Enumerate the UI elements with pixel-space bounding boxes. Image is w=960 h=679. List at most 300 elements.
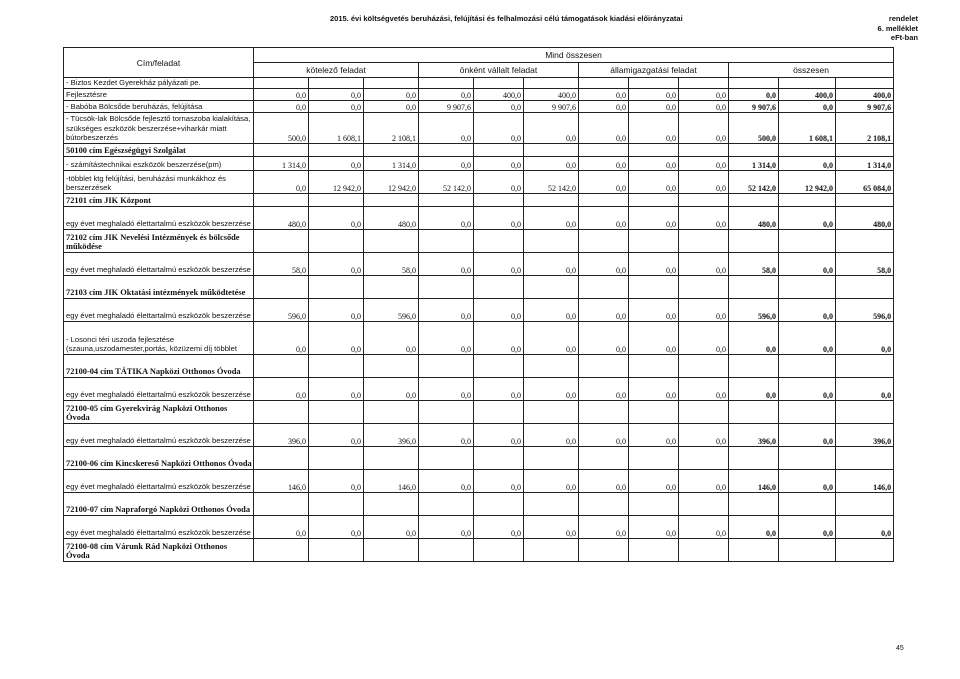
value-cell: 0,0 (364, 322, 419, 355)
row-label: egy évet meghaladó élettartalmú eszközök beszerzése (64, 299, 254, 322)
header-osszesen: összesen (729, 63, 894, 78)
value-cell: 480,0 (254, 207, 309, 230)
value-cell (364, 401, 419, 424)
row-label: -többlet ktg felújítási, beruházási munkákhoz és berszerzések (64, 171, 254, 194)
value-cell: 0,0 (309, 470, 364, 493)
value-cell: 0,0 (524, 322, 579, 355)
value-cell (419, 78, 474, 89)
value-cell: 596,0 (364, 299, 419, 322)
value-cell: 0,0 (524, 253, 579, 276)
value-cell: 0,0 (474, 322, 524, 355)
value-cell: 0,0 (629, 253, 679, 276)
value-cell: 0,0 (309, 322, 364, 355)
value-cell: 0,0 (729, 378, 779, 401)
value-cell: 0,0 (779, 424, 836, 447)
header-kotelezo: kötelező feladat (254, 63, 419, 78)
value-cell (419, 539, 474, 562)
value-cell (836, 230, 894, 253)
section-title: 72100-06 cím Kincskereső Napközi Otthonos Óvoda (64, 447, 254, 470)
value-cell: 0,0 (779, 322, 836, 355)
table-row (64, 299, 894, 322)
value-cell (254, 355, 309, 378)
value-cell: 500,0 (729, 113, 779, 144)
value-cell: 0,0 (679, 299, 729, 322)
value-cell (679, 447, 729, 470)
value-cell (524, 539, 579, 562)
value-cell: 0,0 (779, 378, 836, 401)
value-cell (729, 355, 779, 378)
value-cell: 0,0 (679, 378, 729, 401)
value-cell (474, 447, 524, 470)
row-label: egy évet meghaladó élettartalmú eszközök beszerzése (64, 253, 254, 276)
value-cell: 396,0 (729, 424, 779, 447)
value-cell: 0,0 (579, 89, 629, 101)
value-cell (419, 493, 474, 516)
value-cell (364, 194, 419, 207)
value-cell (629, 276, 679, 299)
table-row (64, 230, 894, 253)
value-cell (474, 276, 524, 299)
value-cell: 52 142,0 (524, 171, 579, 194)
value-cell (524, 493, 579, 516)
value-cell (364, 355, 419, 378)
value-cell: 0,0 (524, 299, 579, 322)
value-cell: 0,0 (524, 157, 579, 171)
section-title: 72100-07 cím Napraforgó Napközi Otthonos Óvoda (64, 493, 254, 516)
value-cell (524, 447, 579, 470)
row-label: egy évet meghaladó élettartalmú eszközök beszerzése (64, 516, 254, 539)
value-cell: 596,0 (729, 299, 779, 322)
value-cell (729, 276, 779, 299)
document-reference (878, 14, 918, 43)
value-cell (309, 276, 364, 299)
value-cell (254, 447, 309, 470)
budget-table (63, 47, 894, 562)
value-cell: 0,0 (474, 470, 524, 493)
value-cell: 0,0 (629, 207, 679, 230)
value-cell (579, 276, 629, 299)
value-cell: 0,0 (309, 89, 364, 101)
value-cell (579, 539, 629, 562)
value-cell: 0,0 (254, 378, 309, 401)
value-cell: 0,0 (629, 424, 679, 447)
value-cell: 0,0 (419, 516, 474, 539)
value-cell (364, 447, 419, 470)
table-row (64, 78, 894, 89)
value-cell: 0,0 (629, 157, 679, 171)
value-cell (779, 355, 836, 378)
table-row (64, 171, 894, 194)
value-cell: 146,0 (254, 470, 309, 493)
section-title: 72100-08 cím Várunk Rád Napközi Otthonos Óvoda (64, 539, 254, 562)
value-cell (474, 78, 524, 89)
value-cell: 0,0 (679, 516, 729, 539)
value-cell (779, 230, 836, 253)
value-cell (579, 355, 629, 378)
value-cell (309, 144, 364, 157)
value-cell: 0,0 (729, 89, 779, 101)
row-label: egy évet meghaladó élettartalmú eszközök beszerzése (64, 470, 254, 493)
value-cell: 0,0 (779, 253, 836, 276)
value-cell (364, 276, 419, 299)
value-cell (524, 276, 579, 299)
section-title: 72101 cím JIK Központ (64, 194, 254, 207)
value-cell (629, 144, 679, 157)
value-cell: 0,0 (579, 424, 629, 447)
value-cell: 0,0 (254, 516, 309, 539)
value-cell: 0,0 (254, 101, 309, 113)
value-cell (579, 194, 629, 207)
value-cell: 0,0 (309, 253, 364, 276)
value-cell: 0,0 (779, 101, 836, 113)
value-cell: 0,0 (474, 171, 524, 194)
value-cell: 0,0 (836, 322, 894, 355)
value-cell (254, 230, 309, 253)
value-cell: 0,0 (579, 157, 629, 171)
value-cell: 1 608,1 (309, 113, 364, 144)
value-cell (524, 78, 579, 89)
value-cell: 0,0 (629, 171, 679, 194)
value-cell: 0,0 (579, 113, 629, 144)
value-cell (629, 78, 679, 89)
value-cell: 0,0 (679, 470, 729, 493)
value-cell (679, 401, 729, 424)
value-cell: 500,0 (254, 113, 309, 144)
value-cell: 0,0 (309, 424, 364, 447)
value-cell: 400,0 (779, 89, 836, 101)
value-cell: 0,0 (779, 516, 836, 539)
value-cell: 480,0 (836, 207, 894, 230)
value-cell (254, 493, 309, 516)
value-cell: 0,0 (524, 516, 579, 539)
value-cell (364, 144, 419, 157)
value-cell: 0,0 (579, 207, 629, 230)
table-row (64, 207, 894, 230)
header-cim-feladat: Cím/feladat (64, 48, 254, 78)
value-cell: 0,0 (779, 299, 836, 322)
value-cell (524, 230, 579, 253)
row-label: - Babóba Bölcsőde beruházás, felújítása (64, 101, 254, 113)
table-row (64, 401, 894, 424)
value-cell: 0,0 (364, 89, 419, 101)
value-cell: 2 108,1 (364, 113, 419, 144)
value-cell (579, 493, 629, 516)
value-cell (474, 144, 524, 157)
value-cell: 0,0 (629, 378, 679, 401)
value-cell (836, 78, 894, 89)
value-cell (729, 144, 779, 157)
value-cell (419, 276, 474, 299)
value-cell (579, 401, 629, 424)
document-title: 2015. évi költségvetés beruházási, felújítási és felhalmozási célú támogatások kiadási előirányzatai (330, 14, 683, 23)
value-cell: 0,0 (419, 322, 474, 355)
value-cell (309, 401, 364, 424)
section-title: 72100-05 cím Gyerekvirág Napközi Otthonos Óvoda (64, 401, 254, 424)
value-cell (836, 194, 894, 207)
value-cell: 9 907,6 (524, 101, 579, 113)
value-cell (579, 78, 629, 89)
table-row (64, 157, 894, 171)
table-row (64, 516, 894, 539)
value-cell: 480,0 (729, 207, 779, 230)
value-cell (419, 447, 474, 470)
value-cell: 0,0 (524, 378, 579, 401)
value-cell (309, 194, 364, 207)
value-cell: 0,0 (836, 516, 894, 539)
value-cell: 0,0 (419, 299, 474, 322)
value-cell (779, 78, 836, 89)
value-cell (836, 447, 894, 470)
value-cell (309, 539, 364, 562)
value-cell (629, 194, 679, 207)
value-cell (629, 230, 679, 253)
value-cell (729, 194, 779, 207)
value-cell: 0,0 (579, 470, 629, 493)
value-cell (419, 230, 474, 253)
value-cell (679, 276, 729, 299)
value-cell: 0,0 (474, 113, 524, 144)
value-cell (836, 401, 894, 424)
value-cell: 0,0 (419, 89, 474, 101)
table-row (64, 447, 894, 470)
value-cell: 1 608,1 (779, 113, 836, 144)
value-cell: 0,0 (679, 253, 729, 276)
value-cell (254, 539, 309, 562)
row-label: - Biztos Kezdet Gyerekház pályázati pe. (64, 78, 254, 89)
value-cell: 1 314,0 (836, 157, 894, 171)
value-cell: 0,0 (419, 207, 474, 230)
value-cell: 9 907,6 (729, 101, 779, 113)
value-cell: 0,0 (474, 101, 524, 113)
value-cell: 0,0 (629, 299, 679, 322)
value-cell: 58,0 (254, 253, 309, 276)
value-cell: 0,0 (524, 424, 579, 447)
value-cell: 0,0 (309, 299, 364, 322)
value-cell (524, 144, 579, 157)
value-cell: 0,0 (474, 253, 524, 276)
value-cell: 0,0 (419, 157, 474, 171)
value-cell: 0,0 (579, 253, 629, 276)
value-cell (679, 539, 729, 562)
value-cell (419, 401, 474, 424)
value-cell: 0,0 (629, 89, 679, 101)
value-cell: 0,0 (254, 322, 309, 355)
value-cell (474, 230, 524, 253)
value-cell (779, 447, 836, 470)
header-allamigazgatasi: államigazgatási feladat (579, 63, 729, 78)
section-title: 72102 cím JIK Nevelési Intézmények és bölcsőde működése (64, 230, 254, 253)
value-cell (474, 401, 524, 424)
value-cell (524, 401, 579, 424)
value-cell (729, 539, 779, 562)
value-cell (579, 144, 629, 157)
value-cell (836, 493, 894, 516)
value-cell: 0,0 (629, 470, 679, 493)
value-cell (474, 493, 524, 516)
value-cell: 0,0 (309, 378, 364, 401)
value-cell (679, 144, 729, 157)
value-cell: 0,0 (779, 157, 836, 171)
value-cell (779, 276, 836, 299)
value-cell: 0,0 (524, 113, 579, 144)
header-mind-osszesen: Mind összesen (254, 48, 894, 63)
value-cell (364, 493, 419, 516)
value-cell: 0,0 (309, 516, 364, 539)
value-cell: 58,0 (729, 253, 779, 276)
value-cell: 0,0 (629, 516, 679, 539)
reference-unit: eFt-ban (890, 33, 918, 42)
value-cell (364, 539, 419, 562)
value-cell: 0,0 (679, 113, 729, 144)
value-cell: 2 108,1 (836, 113, 894, 144)
value-cell (729, 493, 779, 516)
value-cell (254, 78, 309, 89)
table-row (64, 424, 894, 447)
table-row (64, 539, 894, 562)
value-cell: 396,0 (254, 424, 309, 447)
value-cell: 0,0 (419, 378, 474, 401)
value-cell: 0,0 (364, 101, 419, 113)
value-cell: 0,0 (474, 157, 524, 171)
value-cell (419, 144, 474, 157)
value-cell: 0,0 (579, 322, 629, 355)
value-cell: 400,0 (836, 89, 894, 101)
value-cell: 0,0 (679, 424, 729, 447)
value-cell: 0,0 (419, 470, 474, 493)
value-cell: 0,0 (364, 516, 419, 539)
reference-rendelet: rendelet (888, 14, 918, 23)
value-cell (729, 447, 779, 470)
value-cell (474, 355, 524, 378)
value-cell: 0,0 (679, 157, 729, 171)
value-cell (524, 355, 579, 378)
value-cell: 1 314,0 (254, 157, 309, 171)
value-cell (629, 355, 679, 378)
value-cell (729, 230, 779, 253)
value-cell (729, 78, 779, 89)
table-row (64, 276, 894, 299)
table-row (64, 89, 894, 101)
value-cell: 0,0 (309, 207, 364, 230)
value-cell (836, 355, 894, 378)
value-cell: 0,0 (729, 322, 779, 355)
value-cell: 146,0 (836, 470, 894, 493)
value-cell: 1 314,0 (729, 157, 779, 171)
row-label: - Losonci téri uszoda fejlesztése (szauna,uszodamester,portás, közüzemi díj többlet (64, 322, 254, 355)
row-label: egy évet meghaladó élettartalmú eszközök beszerzése (64, 207, 254, 230)
value-cell: 12 942,0 (364, 171, 419, 194)
value-cell (309, 78, 364, 89)
value-cell: 58,0 (836, 253, 894, 276)
value-cell: 0,0 (579, 378, 629, 401)
value-cell (309, 493, 364, 516)
value-cell (364, 230, 419, 253)
value-cell (679, 493, 729, 516)
value-cell: 0,0 (836, 378, 894, 401)
section-title: 50100 cím Egészségügyi Szolgálat (64, 144, 254, 157)
value-cell: 0,0 (474, 299, 524, 322)
value-cell: 480,0 (364, 207, 419, 230)
value-cell (419, 355, 474, 378)
value-cell: 0,0 (419, 424, 474, 447)
value-cell (679, 355, 729, 378)
value-cell (474, 194, 524, 207)
value-cell: 396,0 (364, 424, 419, 447)
value-cell: 0,0 (524, 207, 579, 230)
value-cell: 0,0 (679, 89, 729, 101)
value-cell: 0,0 (524, 470, 579, 493)
value-cell (629, 539, 679, 562)
header-onkent: önként vállalt feladat (419, 63, 579, 78)
value-cell (579, 447, 629, 470)
value-cell: 0,0 (364, 378, 419, 401)
value-cell (679, 230, 729, 253)
value-cell (254, 276, 309, 299)
value-cell: 596,0 (836, 299, 894, 322)
value-cell: 1 314,0 (364, 157, 419, 171)
value-cell: 0,0 (419, 253, 474, 276)
value-cell (524, 194, 579, 207)
value-cell: 65 084,0 (836, 171, 894, 194)
table-row (64, 470, 894, 493)
value-cell: 0,0 (629, 113, 679, 144)
table-row (64, 253, 894, 276)
value-cell: 596,0 (254, 299, 309, 322)
value-cell (254, 194, 309, 207)
value-cell: 52 142,0 (729, 171, 779, 194)
value-cell: 52 142,0 (419, 171, 474, 194)
value-cell (729, 401, 779, 424)
value-cell: 0,0 (729, 516, 779, 539)
section-title: 72103 cím JIK Oktatási intézmények működtetése (64, 276, 254, 299)
value-cell: 0,0 (629, 101, 679, 113)
value-cell: 396,0 (836, 424, 894, 447)
value-cell: 0,0 (679, 101, 729, 113)
value-cell: 0,0 (419, 113, 474, 144)
value-cell (629, 401, 679, 424)
value-cell: 0,0 (474, 516, 524, 539)
value-cell (629, 447, 679, 470)
section-title: 72100-04 cím TÁTIKA Napközi Otthonos Óvoda (64, 355, 254, 378)
row-label: egy évet meghaladó élettartalmú eszközök beszerzése (64, 424, 254, 447)
value-cell: 0,0 (309, 157, 364, 171)
table-row (64, 113, 894, 144)
value-cell (779, 539, 836, 562)
value-cell (309, 230, 364, 253)
value-cell: 146,0 (364, 470, 419, 493)
value-cell (679, 78, 729, 89)
value-cell (836, 144, 894, 157)
value-cell: 0,0 (579, 171, 629, 194)
value-cell: 12 942,0 (779, 171, 836, 194)
table-row (64, 493, 894, 516)
value-cell: 0,0 (579, 101, 629, 113)
value-cell: 0,0 (474, 378, 524, 401)
value-cell: 0,0 (679, 207, 729, 230)
row-label: egy évet meghaladó élettartalmú eszközök beszerzése (64, 378, 254, 401)
value-cell: 400,0 (474, 89, 524, 101)
value-cell (836, 539, 894, 562)
table-row (64, 322, 894, 355)
value-cell (579, 230, 629, 253)
value-cell: 400,0 (524, 89, 579, 101)
row-label: Fejlesztésre (64, 89, 254, 101)
table-row (64, 144, 894, 157)
value-cell: 0,0 (679, 171, 729, 194)
value-cell: 9 907,6 (419, 101, 474, 113)
value-cell (779, 194, 836, 207)
value-cell (779, 144, 836, 157)
